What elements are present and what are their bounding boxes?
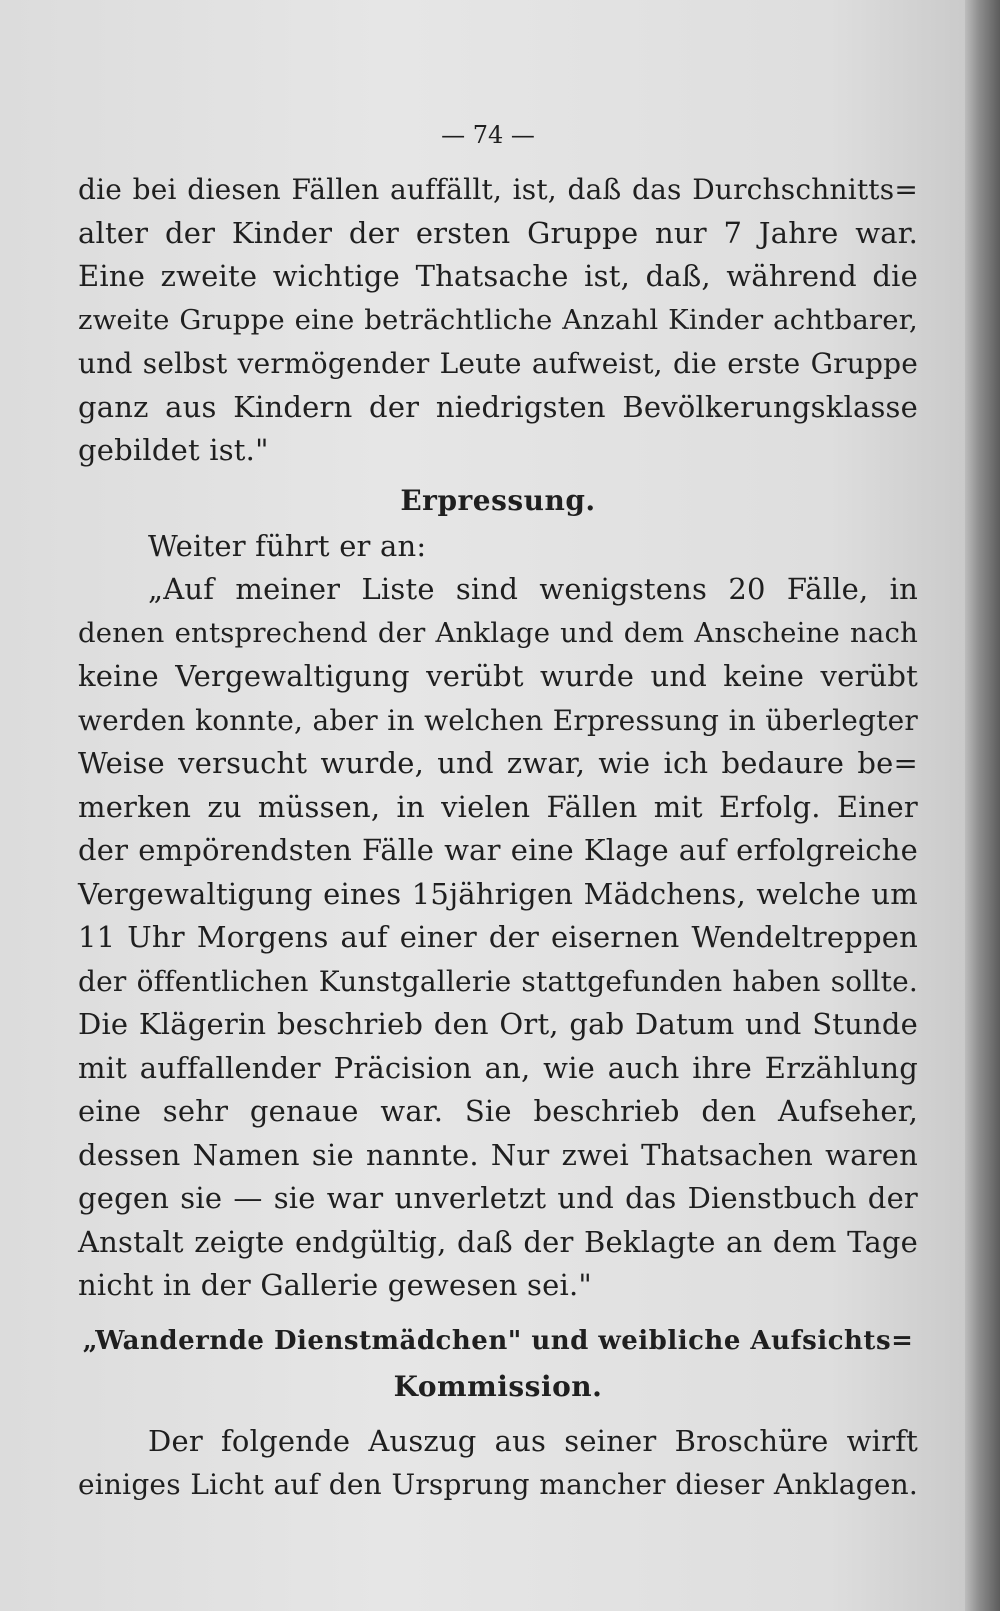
text-line: zweite Gruppe eine beträchtliche Anzahl Kinder achtbarer,	[78, 303, 918, 336]
text-line: der öffentlichen Kunstgallerie stattgefunden haben sollte.	[78, 964, 918, 998]
section-heading-kommission: Kommission.	[393, 1369, 603, 1403]
paragraph-erpressung	[78, 525, 918, 1308]
text-line: die bei diesen Fällen auffällt, ist, daß das Durchschnitts=	[78, 173, 918, 206]
text-line: Anstalt zeigte endgültig, daß der Beklagte an dem Tage	[78, 1224, 918, 1259]
spacer	[78, 1308, 918, 1318]
text-line: eine sehr genaue war. Sie beschrieb den Aufseher,	[78, 1094, 918, 1128]
text-line: Weise versucht wurde, und zwar, wie ich bedaure be=	[78, 746, 918, 780]
text-line: nicht in der Gallerie gewesen sei."	[78, 1268, 592, 1302]
text-line: 11 Uhr Morgens auf einer der eisernen Wendeltreppen	[78, 920, 918, 954]
text-line: alter der Kinder der ersten Gruppe nur 7 Jahre war.	[78, 215, 918, 250]
page-content	[78, 110, 918, 1507]
text-line: Der folgende Auszug aus seiner Broschüre wirft	[148, 1423, 918, 1458]
text-line: keine Vergewaltigung verübt wurde und keine verübt	[78, 659, 918, 693]
text-line: merken zu müssen, in vielen Fällen mit Erfolg. Einer	[78, 789, 918, 824]
text-line: Weiter führt er an:	[148, 528, 427, 563]
page-number: — 74 —	[441, 121, 535, 149]
text-line: Eine zweite wichtige Thatsache ist, daß, während die	[78, 259, 918, 293]
text-line: werden konnte, aber in welchen Erpressung in überlegter	[78, 703, 918, 737]
text-line: und selbst vermögender Leute aufweist, die erste Gruppe	[78, 347, 918, 380]
text-line: gegen sie — sie war unverletzt und das Dienstbuch der	[78, 1181, 918, 1215]
text-line: mit auffallender Präcision an, wie auch ihre Erzählung	[78, 1050, 918, 1085]
text-line: der empörendsten Fälle war eine Klage auf erfolgreiche	[78, 833, 918, 867]
text-line: Vergewaltigung eines 15jährigen Mädchens, welche um	[78, 876, 918, 911]
text-line: einiges Licht auf den Ursprung mancher dieser Anklagen.	[78, 1468, 918, 1501]
text-line: gebildet ist."	[78, 433, 269, 467]
paragraph-end-of-quote	[78, 168, 918, 473]
text-line: ganz aus Kindern der niedrigsten Bevölkerungsklasse	[78, 389, 918, 424]
section-heading-dienstmaedchen: „Wandernde Dienstmädchen" und weibliche Aufsichts=	[82, 1325, 914, 1356]
book-page-edge	[965, 0, 1000, 1611]
text-line: Die Klägerin beschrieb den Ort, gab Datum und Stunde	[78, 1007, 918, 1041]
section-heading-erpressung: Erpressung.	[400, 483, 596, 517]
spacer	[78, 1410, 918, 1420]
text-line: dessen Namen sie nannte. Nur zwei Thatsachen waren	[78, 1137, 918, 1172]
text-line: „Auf meiner Liste sind wenigstens 20 Fälle, in	[148, 572, 918, 606]
text-line: denen entsprechend der Anklage und dem Anscheine nach	[78, 616, 918, 649]
paragraph-auszug	[78, 1420, 918, 1507]
